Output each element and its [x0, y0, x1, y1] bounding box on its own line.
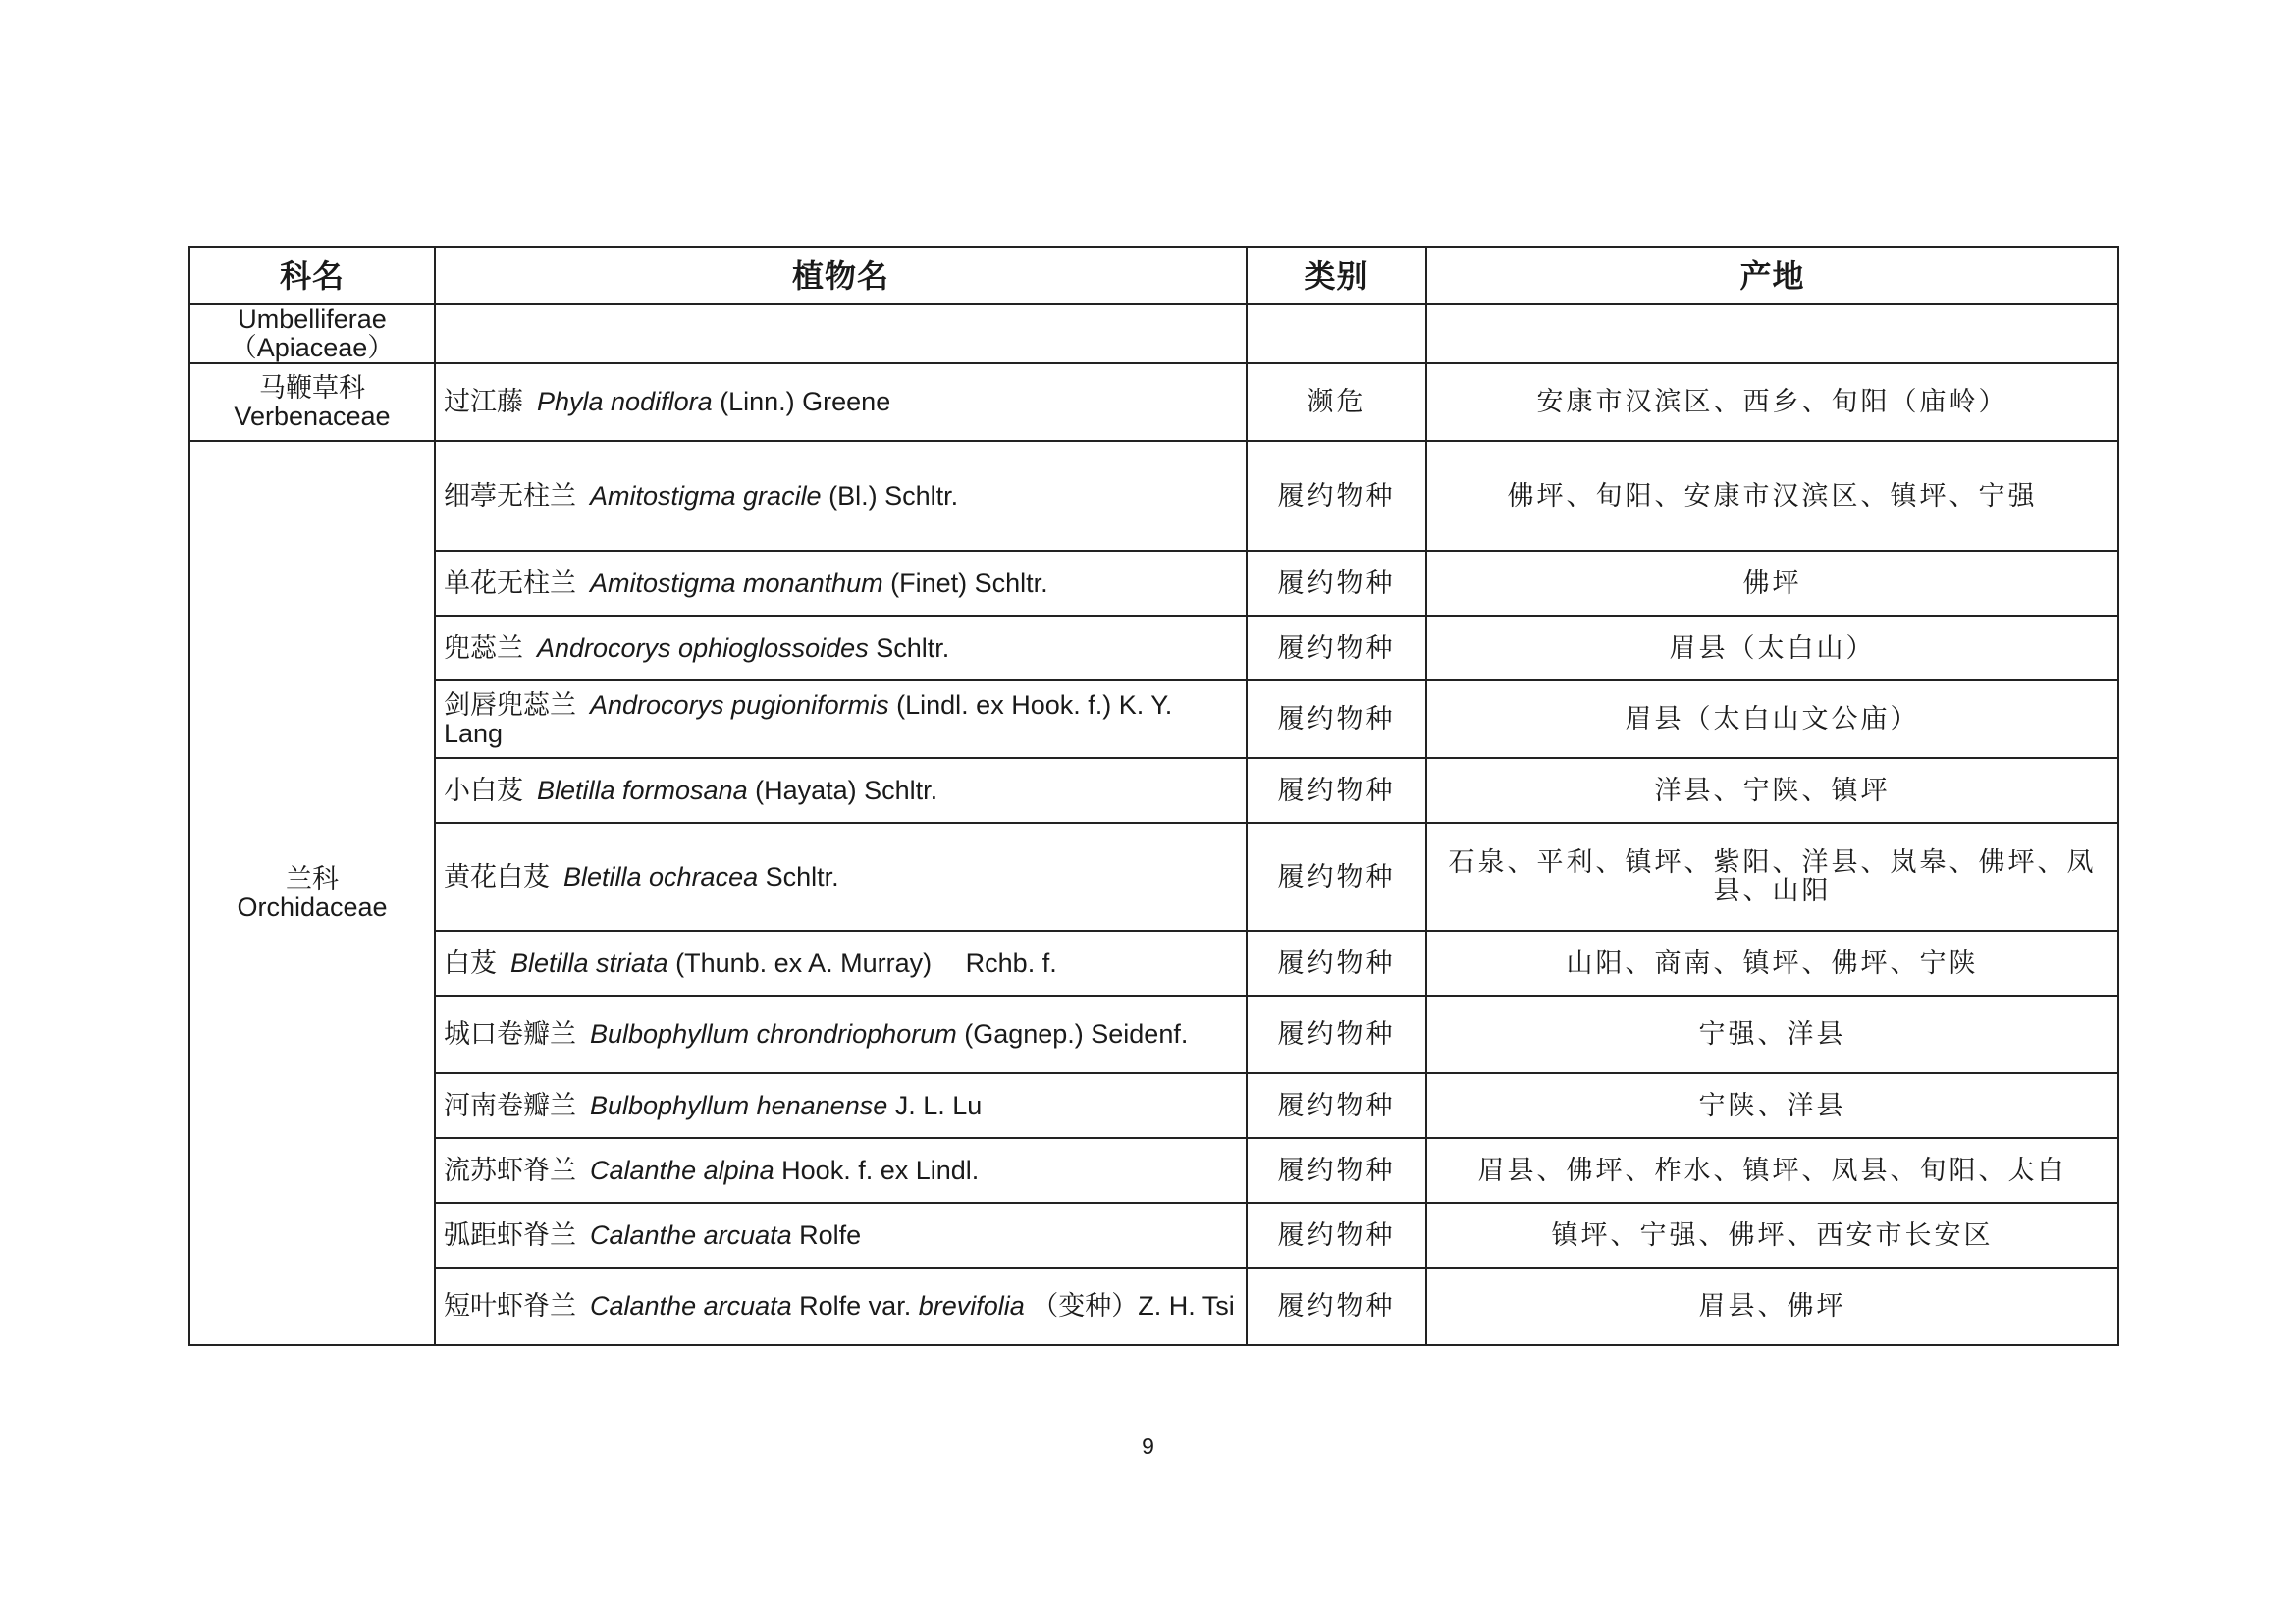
plant-sci-name: Phyla nodiflora	[537, 387, 713, 416]
plant-cn-name: 短叶虾脊兰	[444, 1291, 576, 1322]
origin-cell: 眉县、佛坪、柞水、镇坪、凤县、旬阳、太白	[1426, 1138, 2118, 1203]
plant-cn-name: 小白芨	[444, 775, 523, 806]
table-row	[189, 304, 2118, 363]
plant-cn-name: 白芨	[444, 947, 497, 979]
category-cell: 履约物种	[1247, 1138, 1426, 1203]
table-row	[189, 1138, 2118, 1203]
plant-cell	[435, 1073, 1247, 1138]
table-row	[189, 363, 2118, 441]
table-row	[189, 1268, 2118, 1345]
plant-sci-name: Bletilla formosana	[537, 775, 748, 805]
header-category: 类别	[1247, 247, 1426, 304]
plant-cn-name: 城口卷瓣兰	[444, 1019, 576, 1050]
table-row	[189, 616, 2118, 680]
family-cell-verbenaceae	[189, 363, 435, 441]
table-row	[189, 1203, 2118, 1268]
origin-cell: 石泉、平利、镇坪、紫阳、洋县、岚皋、佛坪、凤县、山阳	[1426, 823, 2118, 931]
plant-sci-name: Amitostigma monanthum	[590, 568, 883, 598]
plant-cn-name: 兜蕊兰	[444, 632, 523, 664]
origin-cell: 宁强、洋县	[1426, 996, 2118, 1073]
family-latin: Umbelliferae	[238, 304, 387, 334]
plant-author: (Hayata) Schltr.	[747, 775, 938, 805]
plant-sci-name: Amitostigma gracile	[590, 480, 822, 511]
category-cell: 履约物种	[1247, 616, 1426, 680]
table-row	[189, 758, 2118, 823]
family-cell-orchidaceae	[189, 441, 435, 1345]
family-cn: 兰科	[286, 863, 339, 894]
table-row	[189, 931, 2118, 996]
plant-author: (Linn.) Greene	[712, 387, 891, 416]
category-cell: 履约物种	[1247, 823, 1426, 931]
plant-variety-author: （变种）Z. H. Tsi	[1024, 1291, 1235, 1321]
origin-cell: 山阳、商南、镇坪、佛坪、宁陕	[1426, 931, 2118, 996]
origin-cell: 眉县、佛坪	[1426, 1268, 2118, 1345]
plant-cn-name: 过江藤	[444, 387, 523, 417]
plant-author: Rolfe	[791, 1219, 862, 1250]
plant-author: Schltr.	[758, 861, 839, 892]
plant-author: Schltr.	[868, 632, 950, 663]
origin-cell: 镇坪、宁强、佛坪、西安市长安区	[1426, 1203, 2118, 1268]
table-header-row	[189, 247, 2118, 304]
plant-author: Rolfe var.	[791, 1291, 919, 1321]
plant-cell	[435, 823, 1247, 931]
plant-cell	[435, 363, 1247, 441]
table-row	[189, 996, 2118, 1073]
plant-cn-name: 黄花白芨	[444, 861, 550, 893]
plant-variety-name: brevifolia	[918, 1291, 1025, 1321]
plant-author: Hook. f. ex Lindl.	[774, 1155, 980, 1185]
plant-sci-name: Androcorys ophioglossoides	[537, 632, 869, 663]
category-cell: 履约物种	[1247, 758, 1426, 823]
category-cell: 履约物种	[1247, 1203, 1426, 1268]
plant-cell	[435, 996, 1247, 1073]
header-family: 科名	[189, 247, 435, 304]
category-cell: 履约物种	[1247, 1268, 1426, 1345]
origin-cell: 佛坪	[1426, 551, 2118, 616]
plant-sci-name: Calanthe arcuata	[590, 1291, 792, 1321]
table-row	[189, 680, 2118, 758]
plant-cell	[435, 1203, 1247, 1268]
plant-cell	[435, 1138, 1247, 1203]
plant-cell	[435, 551, 1247, 616]
category-cell: 履约物种	[1247, 680, 1426, 758]
plant-sci-name: Calanthe arcuata	[590, 1219, 792, 1250]
plant-cell	[435, 441, 1247, 551]
origin-cell-empty	[1426, 304, 2118, 363]
plant-cn-name: 单花无柱兰	[444, 568, 576, 599]
plant-cn-name: 弧距虾脊兰	[444, 1219, 576, 1251]
family-cn: 马鞭草科	[259, 372, 365, 404]
category-cell: 履约物种	[1247, 931, 1426, 996]
plant-cell	[435, 680, 1247, 758]
category-cell: 履约物种	[1247, 441, 1426, 551]
origin-cell: 洋县、宁陕、镇坪	[1426, 758, 2118, 823]
table-row	[189, 441, 2118, 551]
plant-author: (Thunb. ex A. Murray) Rchb. f.	[667, 947, 1057, 978]
origin-cell: 眉县（太白山文公庙）	[1426, 680, 2118, 758]
plant-cn-name: 河南卷瓣兰	[444, 1090, 576, 1121]
plant-author: J. L. Lu	[887, 1090, 983, 1120]
category-cell: 履约物种	[1247, 1073, 1426, 1138]
table-row	[189, 823, 2118, 931]
family-latin: Verbenaceae	[234, 401, 391, 431]
plant-cn-name: 流苏虾脊兰	[444, 1155, 576, 1186]
plant-author: (Bl.) Schltr.	[821, 480, 959, 511]
plant-cell	[435, 931, 1247, 996]
origin-cell: 眉县（太白山）	[1426, 616, 2118, 680]
plant-author: (Gagnep.) Seidenf.	[956, 1019, 1189, 1049]
family-alt-name: （Apiaceae）	[230, 333, 395, 362]
plant-author: (Finet) Schltr.	[882, 568, 1048, 598]
origin-cell: 宁陕、洋县	[1426, 1073, 2118, 1138]
plant-cell	[435, 1268, 1247, 1345]
plant-cn-name: 细葶无柱兰	[444, 480, 576, 512]
species-table	[188, 246, 2119, 1346]
category-cell: 履约物种	[1247, 996, 1426, 1073]
family-cell-umbelliferae	[189, 304, 435, 363]
plant-cn-name: 剑唇兜蕊兰	[444, 689, 576, 721]
category-cell-empty	[1247, 304, 1426, 363]
plant-cell	[435, 758, 1247, 823]
family-latin: Orchidaceae	[237, 892, 388, 922]
plant-author: (Lindl. ex Hook. f.) K. Y. Lang	[444, 689, 1173, 748]
plant-sci-name: Calanthe alpina	[590, 1155, 774, 1185]
origin-cell: 安康市汉滨区、西乡、旬阳（庙岭）	[1426, 363, 2118, 441]
plant-cell-empty	[435, 304, 1247, 363]
category-cell: 濒危	[1247, 363, 1426, 441]
plant-sci-name: Bulbophyllum henanense	[590, 1090, 888, 1120]
plant-sci-name: Bletilla striata	[510, 947, 668, 978]
page-number: 9	[1142, 1434, 1154, 1459]
header-plant: 植物名	[435, 247, 1247, 304]
plant-sci-name: Bletilla ochracea	[563, 861, 759, 892]
origin-cell: 佛坪、旬阳、安康市汉滨区、镇坪、宁强	[1426, 441, 2118, 551]
plant-cell	[435, 616, 1247, 680]
plant-sci-name: Androcorys pugioniformis	[590, 689, 889, 720]
header-origin: 产地	[1426, 247, 2118, 304]
table-row	[189, 1073, 2118, 1138]
plant-sci-name: Bulbophyllum chrondriophorum	[590, 1019, 957, 1049]
category-cell: 履约物种	[1247, 551, 1426, 616]
table-row	[189, 551, 2118, 616]
